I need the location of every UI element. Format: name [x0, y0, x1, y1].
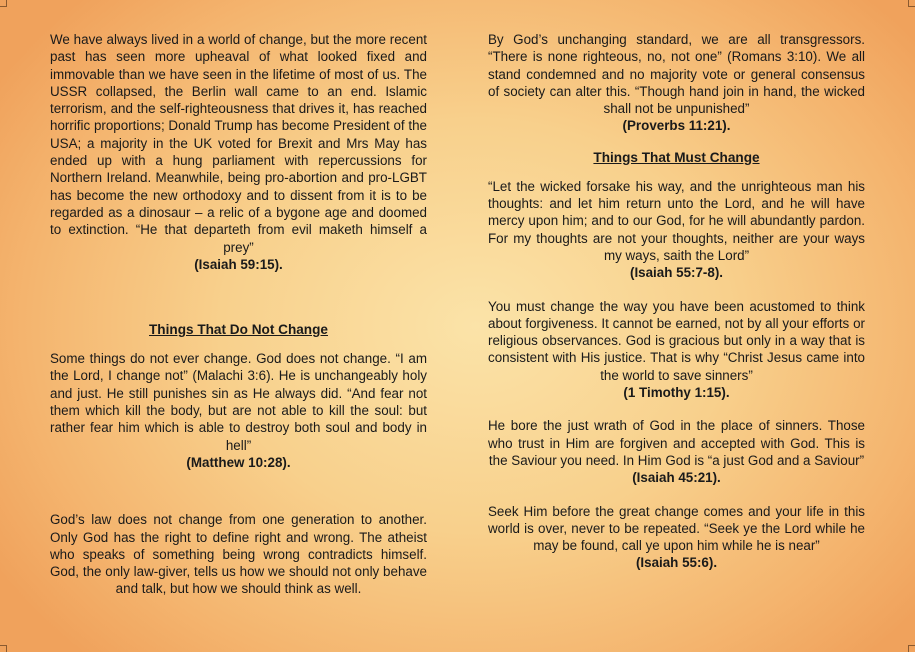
right-intro-text: By God’s unchanging standard, we are all transgressors. “There is none righteous, no, not one” (Romans 3:10). We all stand condemned and no majority vote or general consensus of society can alter this. “Though hand join in hand, the wicked shall not be unpunished” [488, 32, 865, 117]
spacer [50, 338, 427, 350]
spacer [488, 135, 865, 149]
right-paragraph-2-reference: (1 Timothy 1:15). [623, 385, 730, 401]
left-intro-paragraph [50, 31, 427, 273]
right-paragraph-2 [488, 298, 865, 402]
left-intro-reference: (Isaiah 59:15). [194, 256, 283, 272]
right-paragraph-4-text: Seek Him before the great change comes and your life in this world is over, never to be repeated. “Seek ye the Lord while he may be found, call ye upon him while he is near” [488, 503, 865, 554]
heading-things-that-must-change: Things That Must Change [593, 149, 760, 165]
spacer [488, 166, 865, 178]
left-paragraph-1-text: Some things do not ever change. God does not change. “I am the Lord, I change not” (Malachi 3:6). He is unchangeably holy and just. He still punishes sin as He always did. “And fear not them which kill the body, but are not able to kill the soul: but rather fear him which is able to destroy both soul and body in hell” [50, 351, 427, 453]
spacer [50, 273, 427, 321]
spacer [50, 471, 427, 511]
spacer [488, 487, 865, 503]
right-paragraph-3-text: He bore the just wrath of God in the place of sinners. Those who trust in Him are forgiven and accepted with God. This is the Saviour you need. In Him God is “a just God and a Saviour” [488, 418, 865, 468]
right-intro-paragraph [488, 31, 865, 135]
left-intro-text: We have always lived in a world of change, but the more recent past has seen more upheaval of what looked fixed and immovable than we have seen in the lifetime of most of us. The USSR collapsed, the Berlin wall came to an end. Islamic terrorism, and the self-righteousness that drives it, has reached horrific proportions; Donald Trump has become President of the USA; a majority in the UK voted for Brexit and Mrs May has ended up with a hung parliament with repercussions for Northern Ireland. Meanwhile, being pro-abortion and pro-LGBT has become the new orthodoxy and to dissent from it is to be regarded as a dinosaur – a relic of a bygone age and doomed to extinction. “He that departeth from evil maketh himself a prey” [50, 32, 427, 255]
right-paragraph-4 [488, 503, 865, 572]
left-paragraph-2 [50, 511, 427, 597]
crop-mark-top-right [908, 0, 915, 7]
left-paragraph-1-reference: (Matthew 10:28). [186, 454, 291, 470]
spacer [488, 401, 865, 417]
right-paragraph-1-reference: (Isaiah 55:7-8). [629, 265, 724, 281]
left-paragraph-2-text: God’s law does not change from one generation to another. Only God has the right to define right and wrong. The atheist who speaks of something being wrong contradicts himself. God, the only law-giver, tells us how we should not only behave and talk, but how we should think as well. [50, 512, 427, 597]
left-column [50, 31, 427, 598]
left-paragraph-1 [50, 350, 427, 471]
right-paragraph-4-reference: (Isaiah 55:6). [635, 555, 718, 571]
right-paragraph-1-text: “Let the wicked forsake his way, and the unrighteous man his thoughts: and let him return unto the Lord, and he will have mercy upon him; and to our God, for he will abundantly pardon. For my thoughts are not your thoughts, neither are your ways my ways, saith the Lord” [488, 178, 865, 263]
right-paragraph-1 [488, 178, 865, 282]
right-paragraph-2-text: You must change the way you have been acustomed to think about forgiveness. It cannot be earned, not by all your efforts or religious observances. God is gracious but only in a way that is consistent with His justice. That is why “Christ Jesus came into the world to save sinners” [488, 298, 865, 383]
crop-mark-top-left [0, 0, 7, 7]
right-column [488, 31, 865, 572]
spacer [488, 282, 865, 298]
heading-things-that-do-not-change: Things That Do Not Change [149, 322, 328, 338]
crop-mark-bottom-right [908, 645, 915, 652]
right-paragraph-3 [488, 417, 865, 486]
right-intro-reference: (Proverbs 11:21). [622, 118, 731, 134]
right-paragraph-3-reference: (Isaiah 45:21). [632, 470, 721, 486]
crop-mark-bottom-left [0, 645, 7, 652]
